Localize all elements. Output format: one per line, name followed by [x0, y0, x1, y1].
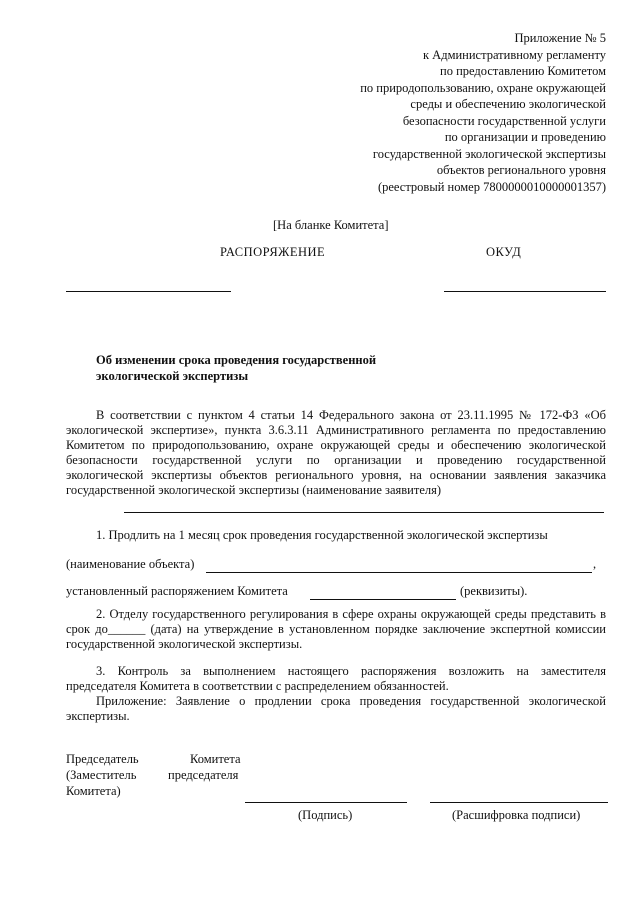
- annex-line: по природопользованию, охране окружающей: [360, 80, 606, 95]
- document-type: РАСПОРЯЖЕНИЕ: [220, 245, 326, 259]
- committee-word: Комитета: [190, 752, 241, 766]
- sign-label: (Подпись): [298, 808, 353, 822]
- object-label: (наименование объекта): [66, 557, 195, 571]
- annex-line: среды и обеспечению экологической: [410, 97, 606, 111]
- decode-line: [430, 802, 608, 803]
- item-3: 3. Контроль за выполнением настоящего распоряжения возложить на заместителя председателя Комитета в соответствии с распределением обязанностей.: [66, 664, 606, 693]
- preamble: В соответствии с пунктом 4 статьи 14 Федерального закона от 23.11.1995 № 172-ФЗ «Об экологической экспертизе», пункта 3.6.3.11 Административного регламента по предоставлению Комитетом по природопользованию, охране окружающей среды и обеспечению экологической безопасности государственной услуги по организации и проведению государственной экологической экспертизы объектов регионального уровня, на основании заявления заказчика государственной экологической экспертизы (наименование заявителя): [66, 408, 606, 497]
- object-line: [206, 572, 592, 573]
- applicant-line: [124, 512, 604, 513]
- annex-line: по предоставлению Комитетом: [440, 64, 606, 78]
- subject-line: экологической экспертизы: [96, 369, 249, 383]
- number-line: [444, 291, 606, 292]
- annex-line: (реестровый номер 7800000010000001357): [377, 179, 606, 194]
- annex-line: государственной экологической экспертизы: [372, 146, 606, 161]
- annex-line: по организации и проведению: [444, 130, 606, 144]
- requisites-line: [310, 599, 456, 600]
- annex-line: безопасности государственной услуги: [402, 113, 606, 128]
- established-label: установленный распоряжением Комитета: [66, 584, 288, 598]
- subject: [96, 352, 376, 384]
- signature-line: [245, 802, 407, 803]
- subject-line: Об изменении срока проведения государственной: [96, 353, 377, 367]
- item-2: 2. Отделу государственного регулирования в сфере охраны окружающей среды представить в срок до______ (дата) на утверждение в установленном порядке заключение экспертной комиссии государственной экологической экспертизы.: [66, 607, 606, 651]
- committee-close: Комитета): [66, 784, 121, 798]
- decode-label: (Расшифровка подписи): [452, 808, 581, 822]
- chairman-word: Председатель: [66, 752, 139, 766]
- deputy-word: (Заместитель: [66, 768, 137, 782]
- blank-note: [На бланке Комитета]: [273, 218, 389, 232]
- object-end: ,: [593, 557, 597, 571]
- attachment: Приложение: Заявление о продлении срока проведения государственной экологической экспертизы.: [66, 694, 606, 723]
- annex-header: [360, 30, 606, 195]
- chairman-word-2: председателя: [168, 768, 239, 782]
- requisites-label: (реквизиты).: [460, 584, 528, 598]
- item-1: 1. Продлить на 1 месяц срок проведения государственной экологической экспертизы: [96, 528, 548, 542]
- date-line: [66, 291, 231, 292]
- annex-line: объектов регионального уровня: [436, 163, 606, 177]
- annex-line: к Административному регламенту: [422, 47, 606, 62]
- okud-label: ОКУД: [486, 245, 522, 259]
- annex-line: Приложение № 5: [514, 31, 606, 45]
